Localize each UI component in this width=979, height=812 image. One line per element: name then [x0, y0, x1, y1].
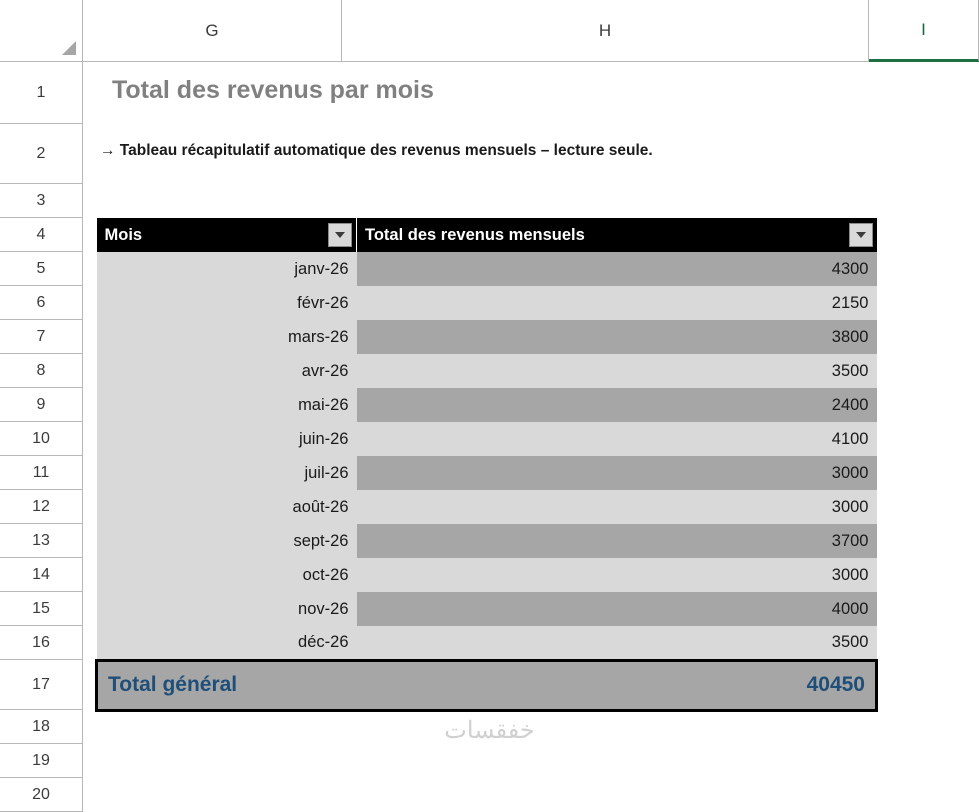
cell-row-16 [83, 626, 979, 660]
cell-month[interactable]: août-26 [97, 490, 357, 524]
cell-month[interactable]: sept-26 [97, 524, 357, 558]
cell-total[interactable]: 3700 [357, 524, 877, 558]
cells-area [83, 62, 979, 812]
cell-row-20 [83, 778, 979, 812]
column-header-row [0, 0, 979, 62]
cell-total[interactable]: 4000 [357, 592, 877, 626]
cell-row-6 [83, 286, 979, 320]
cell-total[interactable]: 3000 [357, 558, 877, 592]
subtitle-note: → Tableau récapitulatif automatique des revenus mensuels – lecture seule. [100, 142, 653, 159]
row-header-3[interactable]: 3 [0, 184, 83, 218]
cell-row-8 [83, 354, 979, 388]
cell-row-2 [83, 124, 979, 184]
cell-month[interactable]: oct-26 [97, 558, 357, 592]
cell-month[interactable]: nov-26 [97, 592, 357, 626]
row-header-18[interactable]: 18 [0, 710, 83, 744]
cell-row-18 [83, 710, 979, 744]
row-header-5[interactable]: 5 [0, 252, 83, 286]
row-header-15[interactable]: 15 [0, 592, 83, 626]
row-header-19[interactable]: 19 [0, 744, 83, 778]
cell-total[interactable]: 4100 [357, 422, 877, 456]
row-header-4[interactable]: 4 [0, 218, 83, 252]
cell-total[interactable]: 2400 [357, 388, 877, 422]
cell-month[interactable]: déc-26 [97, 626, 357, 660]
cell-row-14 [83, 558, 979, 592]
cell-row-13 [83, 524, 979, 558]
watermark: خفقسات [444, 717, 535, 744]
row-header-9[interactable]: 9 [0, 388, 83, 422]
cell-month[interactable]: juin-26 [97, 422, 357, 456]
cell-row-15 [83, 592, 979, 626]
cell-month[interactable]: févr-26 [97, 286, 357, 320]
row-header-1[interactable]: 1 [0, 62, 83, 124]
cell-row-10 [83, 422, 979, 456]
row-header-8[interactable]: 8 [0, 354, 83, 388]
column-header-h[interactable]: H [342, 0, 869, 62]
row-header-12[interactable]: 12 [0, 490, 83, 524]
cell-total[interactable]: 3500 [357, 354, 877, 388]
column-header-i[interactable]: I [869, 0, 979, 62]
cell-row-9 [83, 388, 979, 422]
table-region [83, 218, 979, 710]
cell-row-1 [83, 62, 979, 124]
cell-total[interactable]: 3000 [357, 456, 877, 490]
cell-month[interactable]: mai-26 [97, 388, 357, 422]
page-title: Total des revenus par mois [112, 76, 434, 104]
table-header-mois-label: Mois [104, 225, 143, 244]
row-header-11[interactable]: 11 [0, 456, 83, 490]
row-header-17[interactable]: 17 [0, 660, 83, 710]
row-header-6[interactable]: 6 [0, 286, 83, 320]
cell-row-4 [83, 218, 979, 252]
row-header-column [0, 62, 83, 812]
row-header-2[interactable]: 2 [0, 124, 83, 184]
column-header-g[interactable]: G [83, 0, 342, 62]
cell-total[interactable]: 3500 [357, 626, 877, 660]
table-header-total-label: Total des revenus mensuels [365, 225, 585, 244]
row-header-14[interactable]: 14 [0, 558, 83, 592]
row-header-16[interactable]: 16 [0, 626, 83, 660]
total-value[interactable]: 40450 [357, 660, 877, 710]
cell-total[interactable]: 3800 [357, 320, 877, 354]
cell-row-19 [83, 744, 979, 778]
row-header-10[interactable]: 10 [0, 422, 83, 456]
cell-row-12 [83, 490, 979, 524]
cell-row-7 [83, 320, 979, 354]
select-all-corner[interactable] [0, 0, 83, 62]
cell-row-3 [83, 184, 979, 218]
row-header-20[interactable]: 20 [0, 778, 83, 812]
cell-total[interactable]: 2150 [357, 286, 877, 320]
cell-month[interactable]: mars-26 [97, 320, 357, 354]
cell-row-11 [83, 456, 979, 490]
cell-month[interactable]: janv-26 [97, 252, 357, 286]
cell-total[interactable]: 3000 [357, 490, 877, 524]
total-label[interactable]: Total général [97, 660, 357, 710]
cell-row-17 [83, 660, 979, 710]
row-header-13[interactable]: 13 [0, 524, 83, 558]
grid-body [0, 62, 979, 812]
cell-month[interactable]: avr-26 [97, 354, 357, 388]
cell-month[interactable]: juil-26 [97, 456, 357, 490]
select-all-triangle-icon [62, 41, 76, 55]
row-header-7[interactable]: 7 [0, 320, 83, 354]
cell-row-5 [83, 252, 979, 286]
cell-total[interactable]: 4300 [357, 252, 877, 286]
